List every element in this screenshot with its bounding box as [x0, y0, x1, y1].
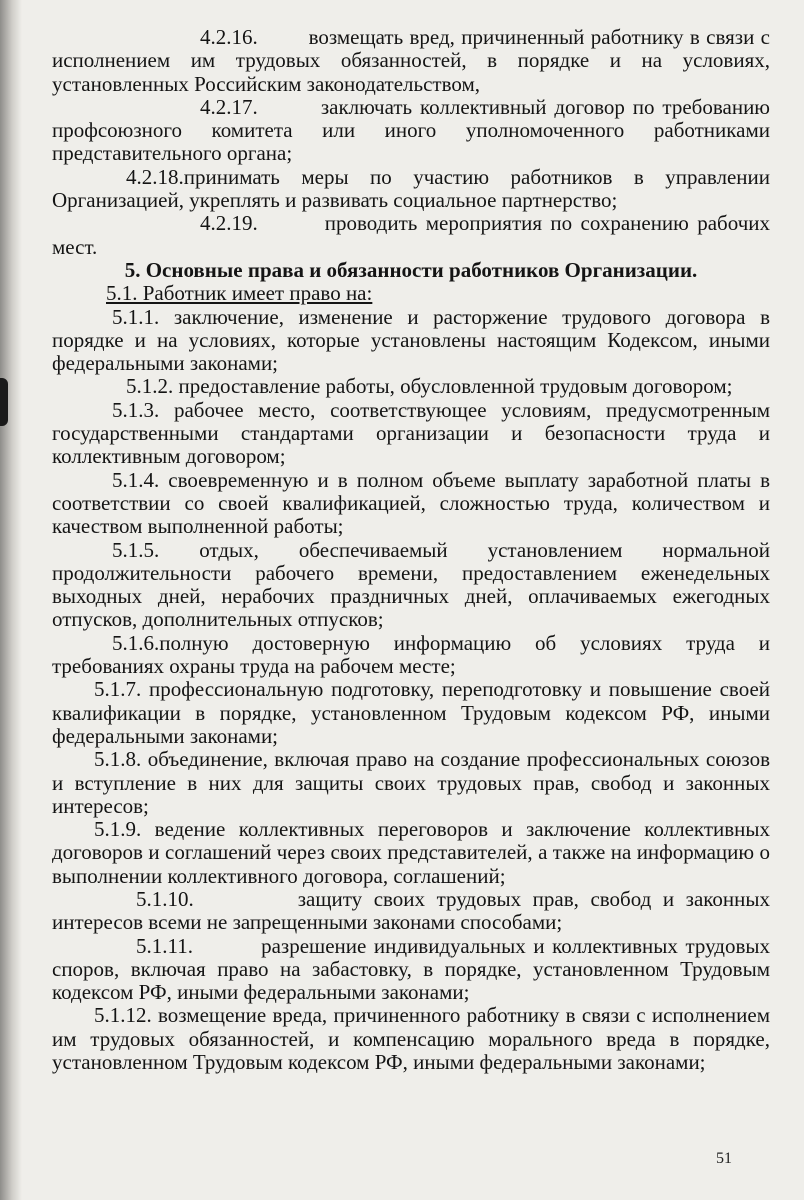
- clause-4-2-18: 4.2.18.принимать меры по участию работников в управлении Организацией, укреплять и развивать социальное партнерство;: [52, 164, 770, 213]
- clause-5-1-10: 5.1.10. защиту своих трудовых прав, свобод и законных интересов всеми не запрещенными законами способами;: [52, 886, 770, 935]
- subsection-title: 5.1. Работник имеет право на:: [106, 281, 373, 306]
- clause-5-1-1: 5.1.1. заключение, изменение и расторжение трудового договора в порядке и на условиях, которые установлены настоящим Кодексом, иными федеральными законами;: [52, 304, 770, 376]
- scan-edge-shadow: [0, 0, 22, 1200]
- clause-5-1-2: 5.1.2. предоставление работы, обусловленной трудовым договором;: [126, 374, 733, 399]
- document-body: [52, 26, 770, 1074]
- clause-5-1-12: 5.1.12. возмещение вреда, причиненного работнику в связи с исполнением им трудовых обязанностей, и компенсацию морального вреда в порядке, установленном Трудовым кодексом РФ, иными федеральными законами;: [52, 1003, 771, 1075]
- section-heading: 5. Основные права и обязанности работников Организации.: [124, 257, 698, 282]
- clause-5-1-11: 5.1.11. разрешение индивидуальных и коллективных трудовых споров, включая право на забастовку, в порядке, установленном Трудовым кодексом РФ, иными федеральными законами;: [52, 933, 771, 1005]
- clause-5-1-9: 5.1.9. ведение коллективных переговоров и заключение коллективных договоров и соглашений через своих представителей, а также на информацию о выполнении коллективного договора, соглашений;: [52, 817, 771, 888]
- clause-5-1-6: 5.1.6.полную достоверную информацию об условиях труда и требованиях охраны труда на рабочем месте;: [52, 630, 770, 679]
- clause-4-2-16: 4.2.16. возмещать вред, причиненный работнику в связи с исполнением им трудовых обязанностей, в порядке и на условиях, установленных Российским законодательством,: [52, 25, 771, 96]
- clause-5-1-7: 5.1.7. профессиональную подготовку, переподготовку и повышение своей квалификации в порядке, установленном Трудовым кодексом РФ, иными федеральными законами;: [52, 677, 771, 748]
- scan-binding-mark: [0, 378, 8, 426]
- clause-5-1-8: 5.1.8. объединение, включая право на создание профессиональных союзов и вступление в них для защиты своих трудовых прав, свобод и законных интересов;: [52, 747, 770, 818]
- clause-4-2-19: 4.2.19. проводить мероприятия по сохранению рабочих мест.: [52, 211, 770, 259]
- clause-5-1-5: 5.1.5. отдых, обеспечиваемый установлением нормальной продолжительности рабочего времени, предоставлением еженедельных выходных дней, нерабочих праздничных дней, оплачиваемых ежегодных отпусков, дополнительных отпусков;: [52, 537, 770, 632]
- page-number: 51: [716, 1150, 732, 1167]
- clause-5-1-3: 5.1.3. рабочее место, соответствующее условиям, предусмотренным государственными стандартами организации и безопасности труда и коллективным договором;: [52, 397, 770, 469]
- clause-4-2-17: 4.2.17. заключать коллективный договор по требованию профсоюзного комитета или иного уполномоченного работниками представительного органа;: [52, 94, 770, 166]
- clause-5-1-4: 5.1.4. своевременную и в полном объеме выплату заработной платы в соответствии со своей квалификацией, сложностью труда, количеством и качеством выполненной работы;: [52, 467, 770, 539]
